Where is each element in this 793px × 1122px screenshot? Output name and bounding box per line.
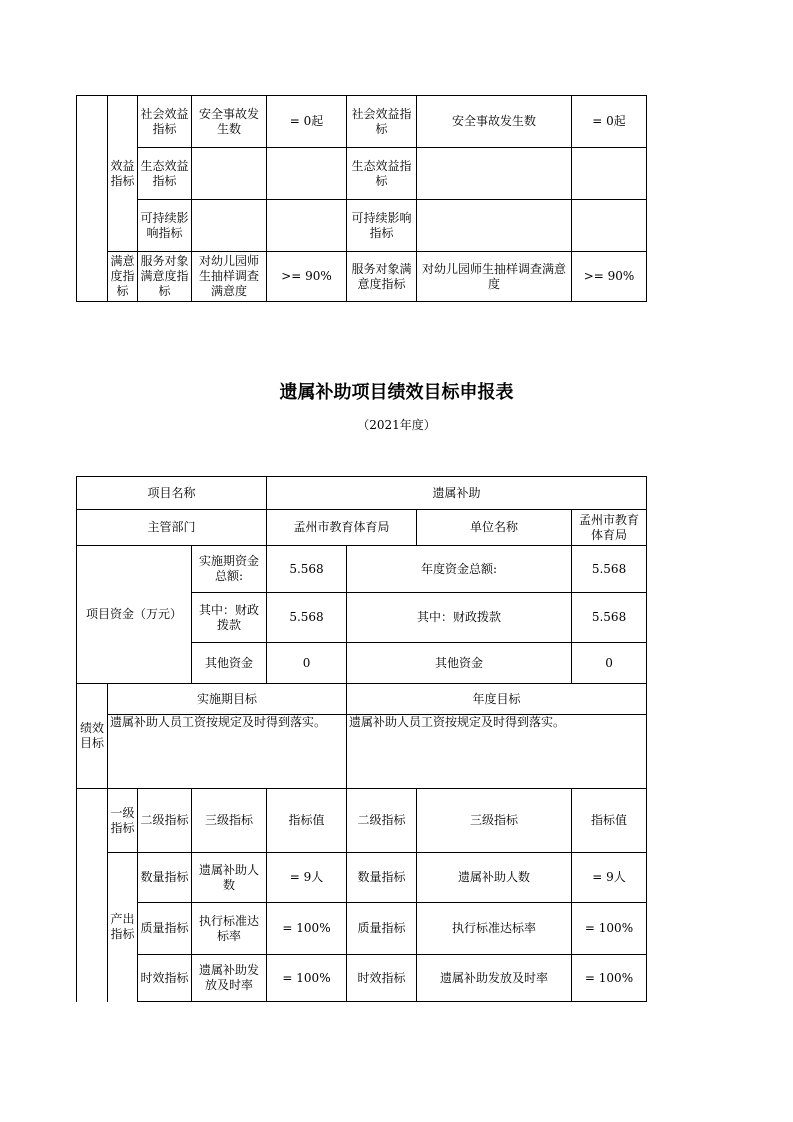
indicator-table-continued [76,95,647,302]
period-total-label: 实施期资金总额: [192,546,267,593]
page-title: 遗属补助项目绩效目标申报表 [279,382,514,403]
unit-label: 单位名称 [417,510,572,546]
project-name-label: 项目名称 [77,477,267,510]
annual-total-label: 年度资金总额: [347,546,572,593]
annual-value-cell: = 100% [572,955,647,1002]
annual-level2-cell: 生态效益指标 [347,148,417,200]
annual-other-value: 0 [572,643,647,684]
level3-cell [192,200,267,252]
period-other-value: 0 [267,643,347,684]
annual-total-value: 5.568 [572,546,647,593]
period-fiscal-value: 5.568 [267,593,347,643]
header-level3: 三级指标 [192,789,267,853]
annual-goal-label: 年度目标 [347,684,647,715]
period-total-value: 5.568 [267,546,347,593]
level3-cell [192,148,267,200]
annual-other-label: 其他资金 [347,643,572,684]
annual-level2-cell: 服务对象满意度指标 [347,252,417,302]
annual-level2-cell: 社会效益指标 [347,96,417,148]
annual-level2-cell: 质量指标 [347,903,417,955]
period-goal-text: 遗属补助人员工资按规定及时得到落实。 [108,715,347,789]
annual-value-cell [572,200,647,252]
level2-cell: 可持续影响指标 [138,200,192,252]
annual-level2-cell: 数量指标 [347,853,417,903]
annual-value-cell [572,148,647,200]
annual-value-cell: >= 90% [572,252,647,302]
dept-label: 主管部门 [77,510,267,546]
benefit-indicator-label: 效益指标 [108,96,138,252]
level3-cell: 执行标准达标率 [192,903,267,955]
annual-level3-cell: 对幼儿园师生抽样调查满意度 [417,252,572,302]
blank-cell [77,96,108,252]
value-cell: = 100% [267,903,347,955]
annual-fiscal-label: 其中：财政拨款 [347,593,572,643]
unit-value: 孟州市教育体育局 [572,510,647,546]
header-level1: 一级指标 [108,789,138,853]
annual-fiscal-value: 5.568 [572,593,647,643]
annual-level3-cell: 遗属补助人数 [417,853,572,903]
dept-value: 孟州市教育体育局 [267,510,417,546]
level3-cell: 遗属补助发放及时率 [192,955,267,1002]
value-cell [267,148,347,200]
level2-cell: 数量指标 [138,853,192,903]
header-annual-value: 指标值 [572,789,647,853]
level2-cell: 质量指标 [138,903,192,955]
header-value: 指标值 [267,789,347,853]
annual-level2-cell: 可持续影响指标 [347,200,417,252]
annual-value-cell: = 9人 [572,853,647,903]
blank-cell [77,789,108,1002]
satisfaction-indicator-label: 满意度指标 [108,252,138,302]
level3-cell: 遗属补助人数 [192,853,267,903]
value-cell: = 9人 [267,853,347,903]
funds-label: 项目资金（万元） [77,546,192,684]
level2-cell: 生态效益指标 [138,148,192,200]
blank-cell [77,252,108,302]
annual-level2-cell: 时效指标 [347,955,417,1002]
annual-level3-cell [417,148,572,200]
annual-value-cell: = 0起 [572,96,647,148]
level3-cell: 对幼儿园师生抽样调查满意度 [192,252,267,302]
header-level2: 二级指标 [138,789,192,853]
project-name-value: 遗属补助 [267,477,647,510]
annual-level3-cell: 遗属补助发放及时率 [417,955,572,1002]
period-other-label: 其他资金 [192,643,267,684]
annual-goal-text: 遗属补助人员工资按规定及时得到落实。 [347,715,647,789]
performance-goal-form [76,476,647,1002]
level2-cell: 社会效益指标 [138,96,192,148]
output-indicator-label: 产出指标 [108,853,138,1002]
fiscal-year: （2021年度） [357,418,436,432]
value-cell: = 0起 [267,96,347,148]
period-fiscal-label: 其中：财政拨款 [192,593,267,643]
header-annual-level2: 二级指标 [347,789,417,853]
value-cell: = 100% [267,955,347,1002]
annual-level3-cell: 执行标准达标率 [417,903,572,955]
level3-cell: 安全事故发生数 [192,96,267,148]
value-cell [267,200,347,252]
annual-level3-cell: 安全事故发生数 [417,96,572,148]
level2-cell: 时效指标 [138,955,192,1002]
annual-level3-cell [417,200,572,252]
annual-value-cell: = 100% [572,903,647,955]
value-cell: >= 90% [267,252,347,302]
level2-cell: 服务对象满意度指标 [138,252,192,302]
header-annual-level3: 三级指标 [417,789,572,853]
period-goal-label: 实施期目标 [108,684,347,715]
goals-label: 绩效目标 [77,684,108,789]
